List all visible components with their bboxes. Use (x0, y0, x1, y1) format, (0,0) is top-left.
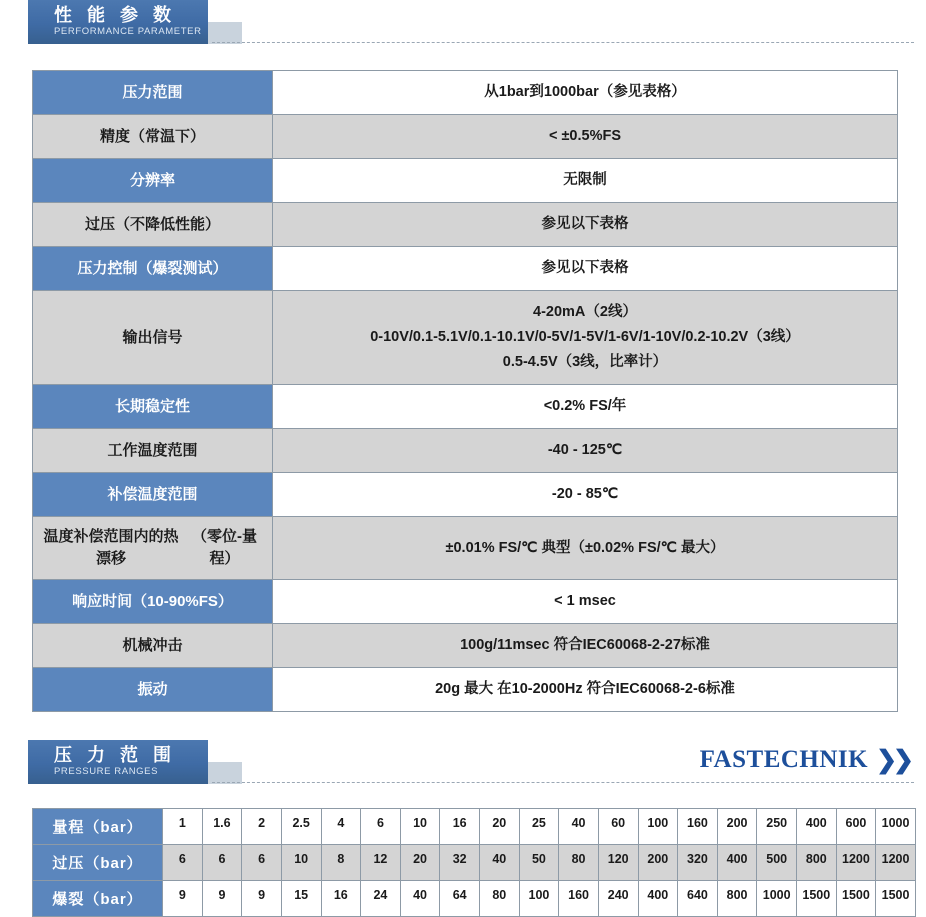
pressure-cell: 6 (203, 845, 243, 880)
spec-value-line: 100g/11msec 符合IEC60068-2-27标准 (460, 637, 710, 653)
pressure-cell: 250 (757, 809, 797, 844)
pressure-cell: 9 (203, 881, 243, 916)
spec-label-line: 长期稳定性 (114, 397, 190, 415)
spec-label-line: 工作温度范围 (107, 441, 198, 459)
pressure-cell: 2 (242, 809, 282, 844)
pressure-cell: 6 (361, 809, 401, 844)
pressure-cell: 100 (639, 809, 679, 844)
spec-row-value (273, 115, 897, 158)
spec-row (33, 291, 897, 385)
spec-row (33, 580, 897, 624)
spec-row-label (33, 71, 273, 114)
banner-tail-shape (208, 762, 242, 784)
pressure-cell: 6 (163, 845, 203, 880)
spec-value-line: <0.2% FS/年 (543, 398, 627, 414)
section-banner-pressure (28, 740, 208, 784)
section-banner-performance (28, 0, 208, 44)
spec-row-label (33, 115, 273, 158)
pressure-cell: 40 (559, 809, 599, 844)
spec-label-line: 响应时间（10-90%FS） (72, 592, 233, 610)
spec-row-label (33, 580, 273, 623)
pressure-cell: 400 (718, 845, 758, 880)
spec-row-label (33, 203, 273, 246)
spec-row-label (33, 668, 273, 711)
pressure-cell: 25 (520, 809, 560, 844)
section-title-en: PRESSURE RANGES (54, 766, 159, 777)
specification-table (32, 70, 898, 712)
spec-row-label (33, 291, 273, 384)
section-title-cn: 性 能 参 数 (54, 5, 177, 25)
spec-row-value (273, 385, 897, 428)
spec-row (33, 517, 897, 580)
spec-label-line: 振动 (137, 680, 168, 698)
pressure-cell: 500 (757, 845, 797, 880)
pressure-cell: 60 (599, 809, 639, 844)
pressure-cell: 10 (282, 845, 322, 880)
spec-value-line: 从1bar到1000bar（参见表格） (484, 84, 686, 100)
pressure-row (33, 809, 915, 845)
spec-value-line: < 1 msec (554, 593, 616, 609)
spec-row-label (33, 517, 273, 579)
spec-row (33, 159, 897, 203)
section-header-pressure (0, 740, 926, 786)
pressure-cell: 1 (163, 809, 203, 844)
section-title-en: PERFORMANCE PARAMETER (54, 26, 202, 37)
pressure-row (33, 845, 915, 881)
spec-row (33, 247, 897, 291)
spec-value-line: 参见以下表格 (541, 216, 629, 232)
pressure-cell: 16 (322, 881, 362, 916)
pressure-cell: 40 (480, 845, 520, 880)
pressure-ranges-table (32, 808, 916, 917)
spec-label-line: 温度补偿范围内的热漂移 (43, 528, 179, 567)
pressure-row-header: 量程（bar） (33, 809, 163, 844)
spec-row-label (33, 159, 273, 202)
pressure-cell: 400 (797, 809, 837, 844)
pressure-cell: 160 (678, 809, 718, 844)
pressure-cell: 64 (440, 881, 480, 916)
pressure-cell: 100 (520, 881, 560, 916)
spec-row-label (33, 624, 273, 667)
header-dashed-rule (212, 782, 914, 783)
spec-row (33, 71, 897, 115)
pressure-row-header: 过压（bar） (33, 845, 163, 880)
spec-label-line: 过压（不降低性能） (84, 215, 220, 233)
pressure-cell: 12 (361, 845, 401, 880)
section-title-cn: 压 力 范 围 (54, 745, 177, 765)
pressure-cell: 1200 (876, 845, 915, 880)
spec-row (33, 668, 897, 712)
double-chevron-right-icon: ❯❯ (876, 745, 910, 774)
pressure-cell: 20 (401, 845, 441, 880)
spec-row-value (273, 247, 897, 290)
spec-row-value (273, 668, 897, 711)
pressure-cell: 10 (401, 809, 441, 844)
spec-label-line: 补偿温度范围 (107, 485, 198, 503)
spec-row-label (33, 385, 273, 428)
spec-row-value (273, 624, 897, 667)
pressure-cell: 800 (718, 881, 758, 916)
spec-label-line: 分辨率 (129, 171, 175, 189)
pressure-cell: 200 (718, 809, 758, 844)
pressure-row (33, 881, 915, 917)
header-dashed-rule (212, 42, 914, 43)
pressure-cell: 400 (639, 881, 679, 916)
pressure-cell: 80 (480, 881, 520, 916)
pressure-cell: 600 (837, 809, 877, 844)
pressure-cell: 8 (322, 845, 362, 880)
spec-label-line: （零位-量程） (192, 528, 258, 567)
brand-name: FASTECHNIK (699, 746, 869, 773)
spec-row (33, 115, 897, 159)
banner-tail-shape (208, 22, 242, 44)
pressure-cell: 20 (480, 809, 520, 844)
pressure-cell: 4 (322, 809, 362, 844)
pressure-cell: 16 (440, 809, 480, 844)
spec-row-label (33, 429, 273, 472)
pressure-cell: 120 (599, 845, 639, 880)
pressure-cell: 24 (361, 881, 401, 916)
brand-logo (700, 746, 910, 774)
spec-row-value (273, 580, 897, 623)
pressure-cell: 800 (797, 845, 837, 880)
spec-value-line: ±0.01% FS/℃ 典型（±0.02% FS/℃ 最大） (445, 539, 725, 556)
pressure-cell: 320 (678, 845, 718, 880)
pressure-cell: 1000 (757, 881, 797, 916)
spec-label-line: 压力控制（爆裂测试） (77, 259, 228, 277)
section-header-performance (0, 0, 926, 46)
spec-value-line: 0-10V/0.1-5.1V/0.1-10.1V/0-5V/1-5V/1-6V/1-10V/0.2-10.2V（3线） (370, 329, 800, 345)
pressure-cell: 1200 (837, 845, 877, 880)
pressure-cell: 50 (520, 845, 560, 880)
pressure-cell: 15 (282, 881, 322, 916)
spec-value-line: 4-20mA（2线） (533, 304, 637, 320)
pressure-cell: 1500 (837, 881, 877, 916)
spec-row-value (273, 159, 897, 202)
spec-row-value (273, 517, 897, 579)
spec-row-value (273, 429, 897, 472)
spec-label-line: 输出信号 (122, 328, 183, 346)
spec-row-label (33, 473, 273, 516)
spec-row-value (273, 291, 897, 384)
pressure-cell: 240 (599, 881, 639, 916)
pressure-cell: 1000 (876, 809, 915, 844)
spec-value-line: 参见以下表格 (541, 260, 629, 276)
spec-label-line: 机械冲击 (122, 636, 183, 654)
spec-row-label (33, 247, 273, 290)
pressure-cell: 1500 (876, 881, 915, 916)
spec-row-value (273, 473, 897, 516)
spec-row-value (273, 71, 897, 114)
pressure-row-header: 爆裂（bar） (33, 881, 163, 916)
spec-row-value (273, 203, 897, 246)
spec-label-line: 压力范围 (122, 83, 183, 101)
pressure-cell: 1.6 (203, 809, 243, 844)
pressure-cell: 2.5 (282, 809, 322, 844)
spec-value-line: 无限制 (563, 172, 607, 188)
spec-value-line: -20 - 85℃ (551, 486, 619, 502)
pressure-cell: 200 (639, 845, 679, 880)
spec-row (33, 385, 897, 429)
spec-row (33, 473, 897, 517)
pressure-cell: 1500 (797, 881, 837, 916)
pressure-cell: 9 (242, 881, 282, 916)
spec-row (33, 429, 897, 473)
spec-row (33, 203, 897, 247)
spec-value-line: -40 - 125℃ (547, 442, 623, 458)
pressure-cell: 6 (242, 845, 282, 880)
spec-label-line: 精度（常温下） (99, 127, 205, 145)
spec-value-line: 20g 最大 在10-2000Hz 符合IEC60068-2-6标准 (435, 681, 735, 697)
pressure-cell: 9 (163, 881, 203, 916)
pressure-cell: 640 (678, 881, 718, 916)
pressure-cell: 160 (559, 881, 599, 916)
pressure-cell: 80 (559, 845, 599, 880)
spec-value-line: < ±0.5%FS (548, 128, 622, 144)
pressure-cell: 40 (401, 881, 441, 916)
pressure-cell: 32 (440, 845, 480, 880)
spec-value-line: 0.5-4.5V（3线，比率计） (502, 354, 668, 370)
spec-row (33, 624, 897, 668)
